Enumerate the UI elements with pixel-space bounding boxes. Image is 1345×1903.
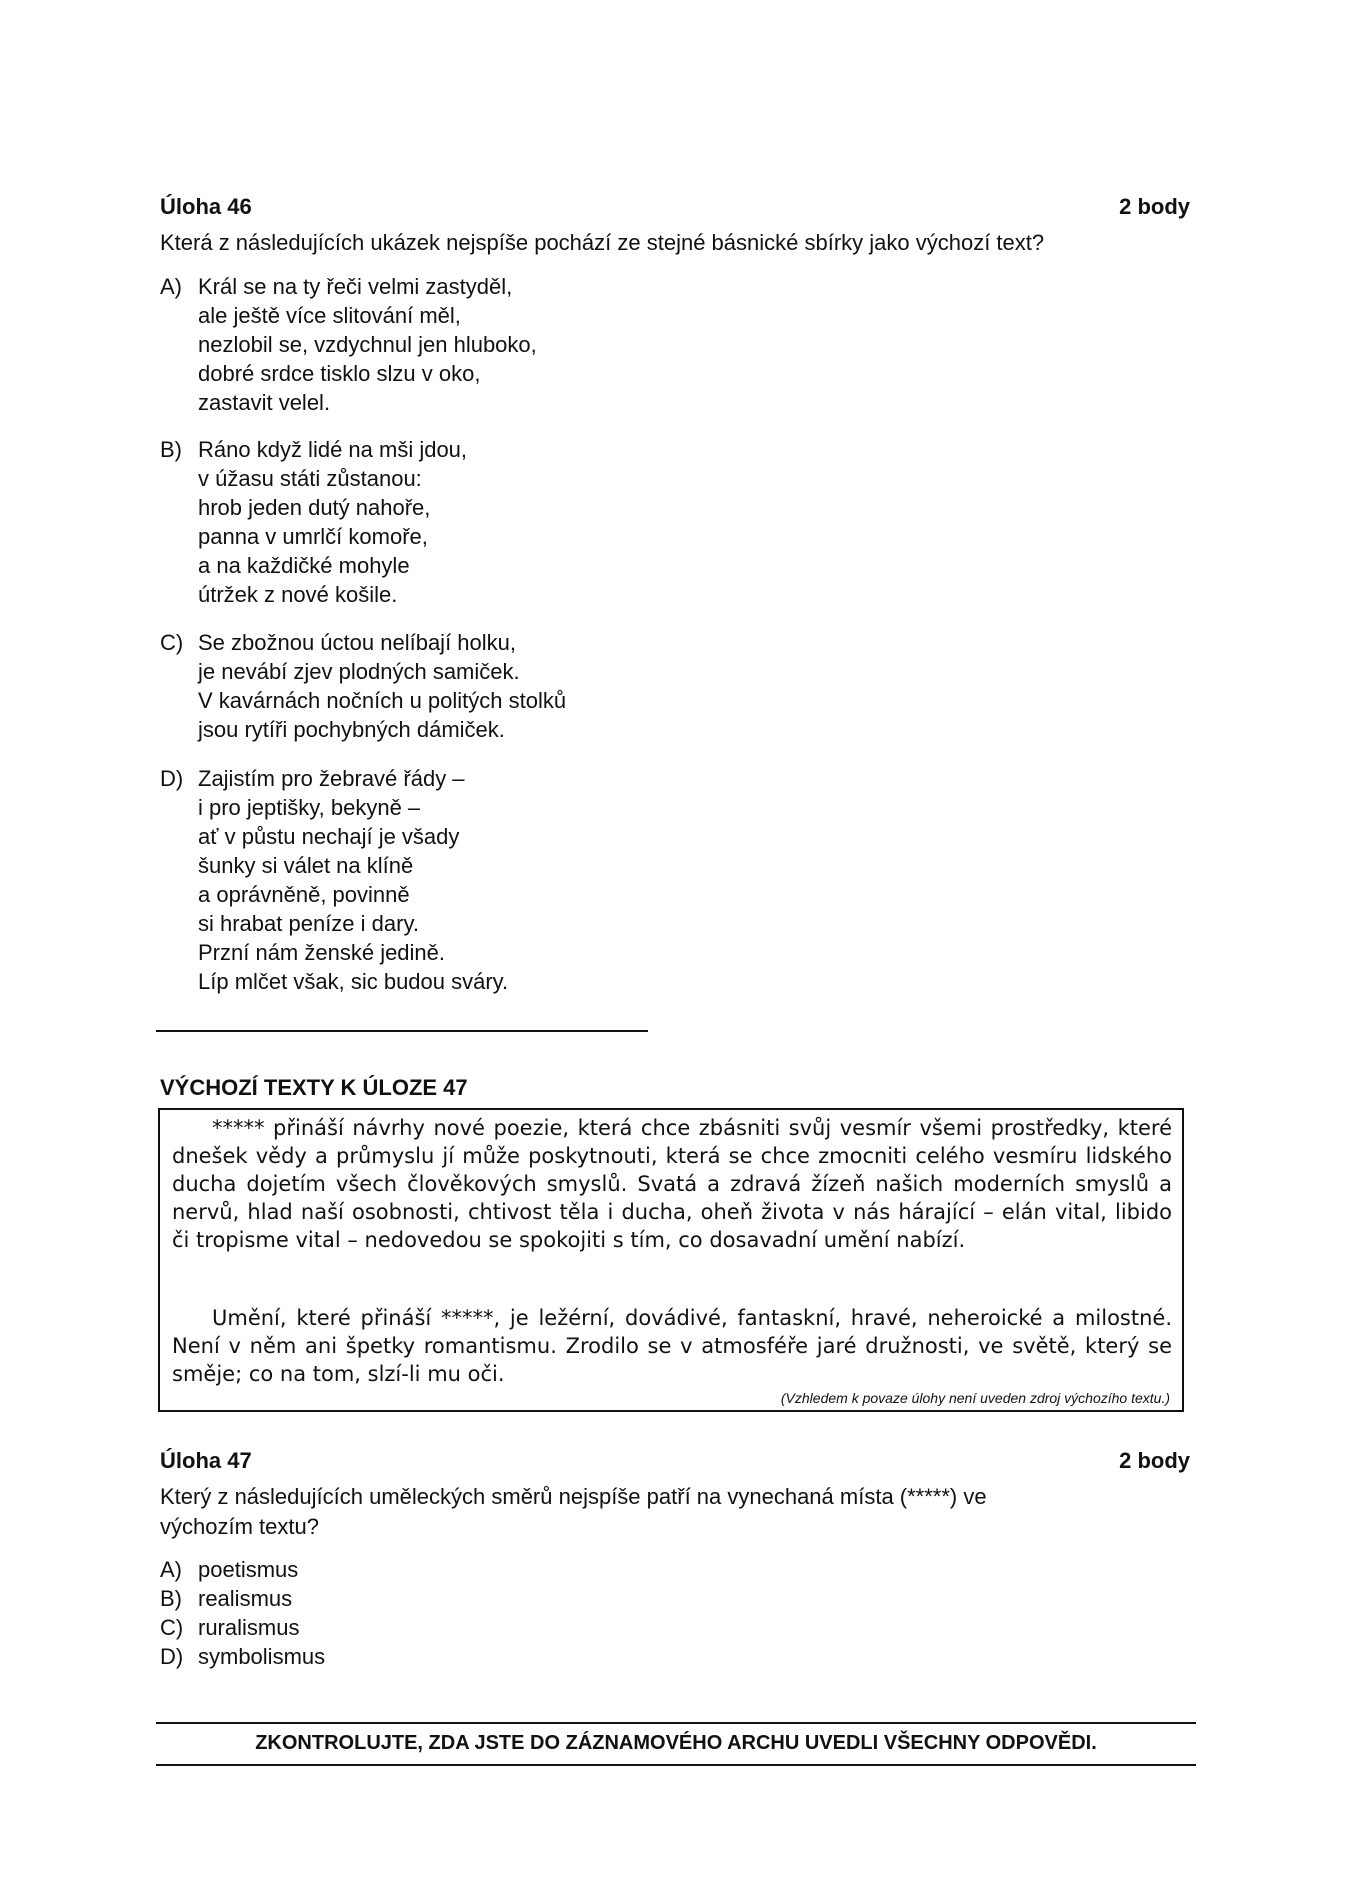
task-47-points: 2 body xyxy=(1119,1448,1190,1473)
verse-line: útržek z nové košile. xyxy=(198,582,398,607)
option-letter: B) xyxy=(160,437,182,462)
footer-bottom-rule xyxy=(156,1764,1196,1766)
verse-line: ale ještě více slitování měl, xyxy=(198,303,461,328)
footer-top-rule xyxy=(156,1722,1196,1724)
option-verse xyxy=(198,272,537,417)
verse-line: nezlobil se, vzdychnul jen hluboko, xyxy=(198,332,537,357)
verse-line: a oprávněně, povinně xyxy=(198,882,410,907)
verse-line: je nevábí zjev plodných samiček. xyxy=(198,659,520,684)
task-46-title: Úloha 46 xyxy=(160,194,252,219)
verse-line: jsou rytíři pochybných dámiček. xyxy=(198,717,505,742)
option-verse xyxy=(198,435,467,609)
option-verse xyxy=(198,764,508,996)
source-paragraph: Umění, které přináší *****, je ležérní, dovádivé, fantaskní, hravé, neheroické a milostné. Není v něm ani špetky romantismu. Zrodilo se v atmosféře jaré družnosti, ve světě, který se směje; co na tom, slzí-li mu oči. xyxy=(172,1306,1172,1386)
task-47-title: Úloha 47 xyxy=(160,1448,252,1473)
task-47-header xyxy=(160,1448,1190,1482)
task-46-question: Která z následujících ukázek nejspíše pochází ze stejné básnické sbírky jako výchozí text? xyxy=(160,230,1045,255)
source-text-box xyxy=(158,1108,1184,1412)
option-letter: D) xyxy=(160,1644,184,1669)
verse-line: hrob jeden dutý nahoře, xyxy=(198,495,431,520)
verse-line: a na každičké mohyle xyxy=(198,553,410,578)
verse-line: zastavit velel. xyxy=(198,390,331,415)
verse-line: panna v umrlčí komoře, xyxy=(198,524,428,549)
option-letter: A) xyxy=(160,1557,182,1582)
option-letter: B) xyxy=(160,1586,182,1611)
task-46-header xyxy=(160,194,1190,228)
verse-line: Líp mlčet však, sic budou sváry. xyxy=(198,969,509,994)
source-note: (Vzhledem k povaze úlohy není uveden zdroj výchozího textu.) xyxy=(780,1390,1170,1406)
task-47-question xyxy=(160,1482,1190,1542)
question-line: výchozím textu? xyxy=(160,1514,319,1539)
option-letter: C) xyxy=(160,630,184,655)
verse-line: i pro jeptišky, bekyně – xyxy=(198,795,421,820)
option-letter: A) xyxy=(160,274,182,299)
verse-line: Král se na ty řeči velmi zastyděl, xyxy=(198,274,513,299)
option-text: ruralismus xyxy=(198,1615,300,1640)
verse-line: Zajistím pro žebravé řády – xyxy=(198,766,465,791)
verse-line: Przní nám ženské jedině. xyxy=(198,940,446,965)
verse-line: Se zbožnou úctou nelíbají holku, xyxy=(198,630,517,655)
verse-line: si hrabat peníze i dary. xyxy=(198,911,419,936)
verse-line: šunky si válet na klíně xyxy=(198,853,414,878)
verse-line: V kavárnách nočních u politých stolků xyxy=(198,688,567,713)
option-text: symbolismus xyxy=(198,1644,326,1669)
question-line: Který z následujících uměleckých směrů nejspíše patří na vynechaná místa (*****) ve xyxy=(160,1484,987,1509)
option-letter: C) xyxy=(160,1615,184,1640)
option-text: poetismus xyxy=(198,1557,299,1582)
verse-line: v úžasu státi zůstanou: xyxy=(198,466,422,491)
task-46-points: 2 body xyxy=(1119,194,1190,219)
option-text: realismus xyxy=(198,1586,293,1611)
source-paragraph: ***** přináší návrhy nové poezie, která chce zbásniti svůj vesmír všemi prostředky, které dnešek vědy a průmyslu jí může poskytnouti, která se chce zmocniti celého vesmíru lidského ducha dojetím všech člověkových smyslů. Svatá a zdravá žízeň našich moderních smyslů a nervů, hlad naší osobnosti, chtivost těla i ducha, oheň života v nás hárající – elán vital, libido či tropisme vital – nedovedou se spokojiti s tím, co dosavadní umění nabízí. xyxy=(172,1116,1172,1252)
source-texts-heading: VÝCHOZÍ TEXTY K ÚLOZE 47 xyxy=(160,1075,468,1100)
verse-line: ať v půstu nechají je všady xyxy=(198,824,460,849)
verse-line: dobré srdce tisklo slzu v oko, xyxy=(198,361,481,386)
section-divider xyxy=(156,1030,648,1032)
option-letter: D) xyxy=(160,766,184,791)
option-verse xyxy=(198,628,566,744)
footer-notice: ZKONTROLUJTE, ZDA JSTE DO ZÁZNAMOVÉHO ARCHU UVEDLI VŠECHNY ODPOVĚDI. xyxy=(255,1732,1097,1754)
verse-line: Ráno když lidé na mši jdou, xyxy=(198,437,468,462)
